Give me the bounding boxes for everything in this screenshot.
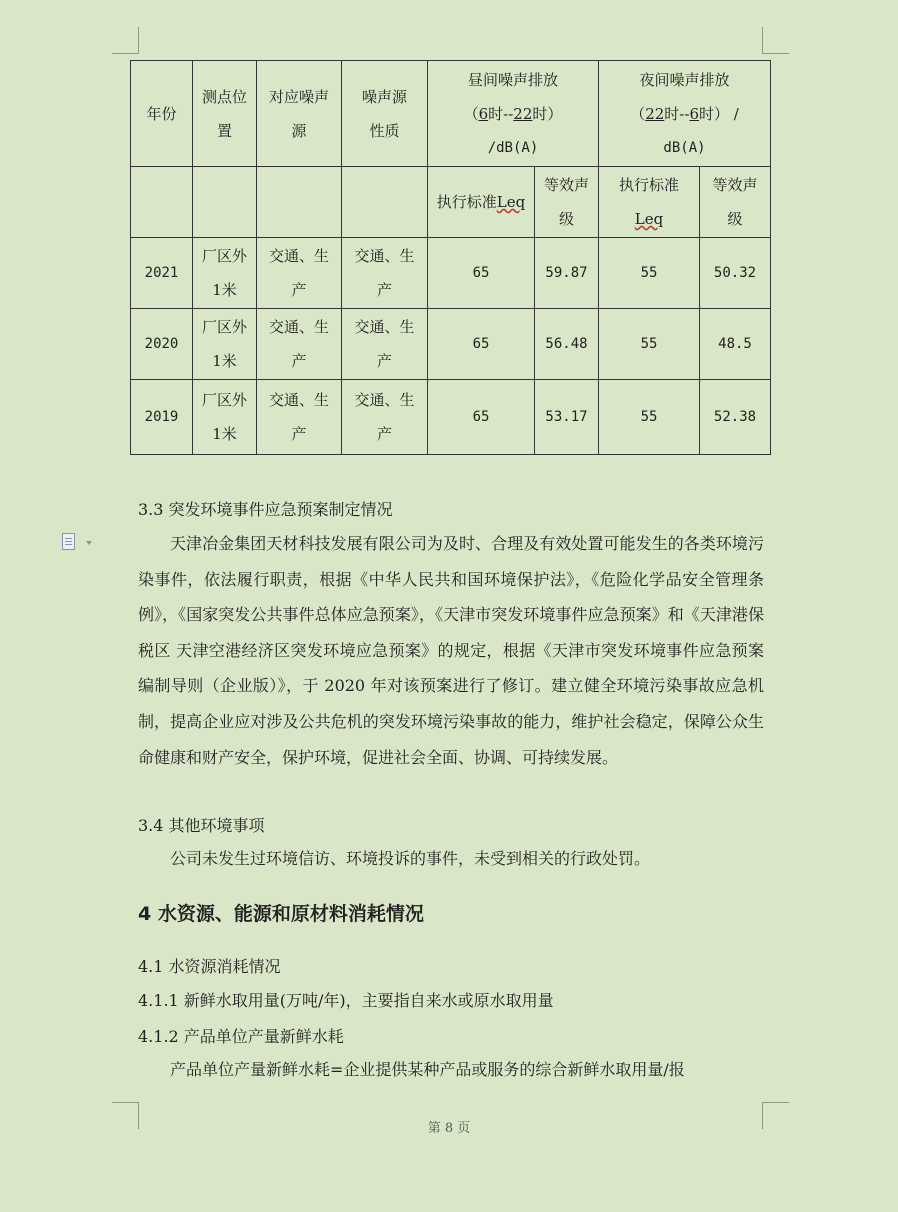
cell-source: 交通、生 产 (257, 380, 342, 455)
crop-mark-top-right (762, 27, 789, 54)
cell-day-equivalent: 59.87 (535, 238, 599, 309)
noise-emission-table (130, 60, 771, 455)
cell-day-standard: 65 (428, 309, 535, 380)
section-3-3-title: 3.3 突发环境事件应急预案制定情况 (138, 500, 393, 519)
subheader-empty (193, 167, 257, 238)
page-number: 第 8 页 (427, 1121, 471, 1136)
section-4-1-1-title: 4.1.1 新鲜水取用量(万吨/年)，主要指自来水或原水取用量 (138, 991, 554, 1010)
section-3-4-body: 公司未发生过环境信访、环境投诉的事件，未受到相关的行政处罚。 (170, 849, 651, 868)
subheader-day-standard: 执行标准Leq (428, 167, 535, 238)
table-row (131, 238, 771, 309)
section-3-3-body: 天津冶金集团天材科技发展有限公司为及时、合理及有效处置可能发生的各类环境污染事件，依法履行职责，根据《中华人民共和国环境保护法》，《危险化学品安全管理条例》，《国家突发公共事件总体应急预案》，《天津市突发环境事件应急预案》和《天津港保税区 天津空港经济区突发环境应急预案》的规定，根据《天津市突发环境事件应急预案编制导则（企业版）》，于 2020 年对该预案进行了修订。建立健全环境污染事故应急机制，提高企业应对涉及公共危机的突发环境污染事故的能力，维护社会稳定，保障公众生命健康和财产安全，保护环境，促进社会全面、协调、可持续发展。 (138, 534, 764, 767)
crop-mark-top-left (112, 27, 139, 54)
header-day-noise: 昼间噪声排放 （6时--22时） /dB(A) (428, 61, 599, 167)
header-location: 测点位 置 (193, 61, 257, 167)
cell-day-standard: 65 (428, 238, 535, 309)
cell-location: 厂区外 1米 (193, 380, 257, 455)
cell-year: 2019 (131, 380, 193, 455)
cell-night-standard: 55 (599, 238, 700, 309)
table-subheader-row (131, 167, 771, 238)
header-night-noise: 夜间噪声排放 （22时--6时） / dB(A) (599, 61, 771, 167)
cell-location: 厂区外 1米 (193, 238, 257, 309)
section-3-4-title: 3.4 其他环境事项 (138, 816, 265, 835)
cell-year: 2020 (131, 309, 193, 380)
cell-nature: 交通、生 产 (342, 380, 428, 455)
cell-source: 交通、生 产 (257, 309, 342, 380)
cell-night-standard: 55 (599, 309, 700, 380)
chevron-down-icon[interactable] (86, 541, 92, 545)
header-source: 对应噪声 源 (257, 61, 342, 167)
cell-night-equivalent: 48.5 (700, 309, 771, 380)
cell-night-equivalent: 52.38 (700, 380, 771, 455)
table-row (131, 309, 771, 380)
cell-source: 交通、生 产 (257, 238, 342, 309)
cell-day-equivalent: 53.17 (535, 380, 599, 455)
section-4-1-title: 4.1 水资源消耗情况 (138, 957, 281, 976)
cell-nature: 交通、生 产 (342, 238, 428, 309)
subheader-day-equivalent: 等效声 级 (535, 167, 599, 238)
document-note-icon[interactable] (62, 533, 76, 550)
section-4-1-2-body: 产品单位产量新鲜水耗=企业提供某种产品或服务的综合新鲜水取用量/报 (170, 1060, 685, 1079)
section-4-title: 4 水资源、能源和原材料消耗情况 (138, 903, 424, 925)
cell-nature: 交通、生 产 (342, 309, 428, 380)
subheader-night-standard: 执行标准 Leq (599, 167, 700, 238)
subheader-empty (131, 167, 193, 238)
section-4-1-2-title: 4.1.2 产品单位产量新鲜水耗 (138, 1027, 344, 1046)
header-year: 年份 (131, 61, 193, 167)
table-row (131, 380, 771, 455)
cell-year: 2021 (131, 238, 193, 309)
subheader-empty (257, 167, 342, 238)
cell-location: 厂区外 1米 (193, 309, 257, 380)
cell-night-standard: 55 (599, 380, 700, 455)
subheader-empty (342, 167, 428, 238)
cell-day-standard: 65 (428, 380, 535, 455)
cell-night-equivalent: 50.32 (700, 238, 771, 309)
subheader-night-equivalent: 等效声 级 (700, 167, 771, 238)
cell-day-equivalent: 56.48 (535, 309, 599, 380)
header-nature: 噪声源 性质 (342, 61, 428, 167)
table-header-row (131, 61, 771, 167)
